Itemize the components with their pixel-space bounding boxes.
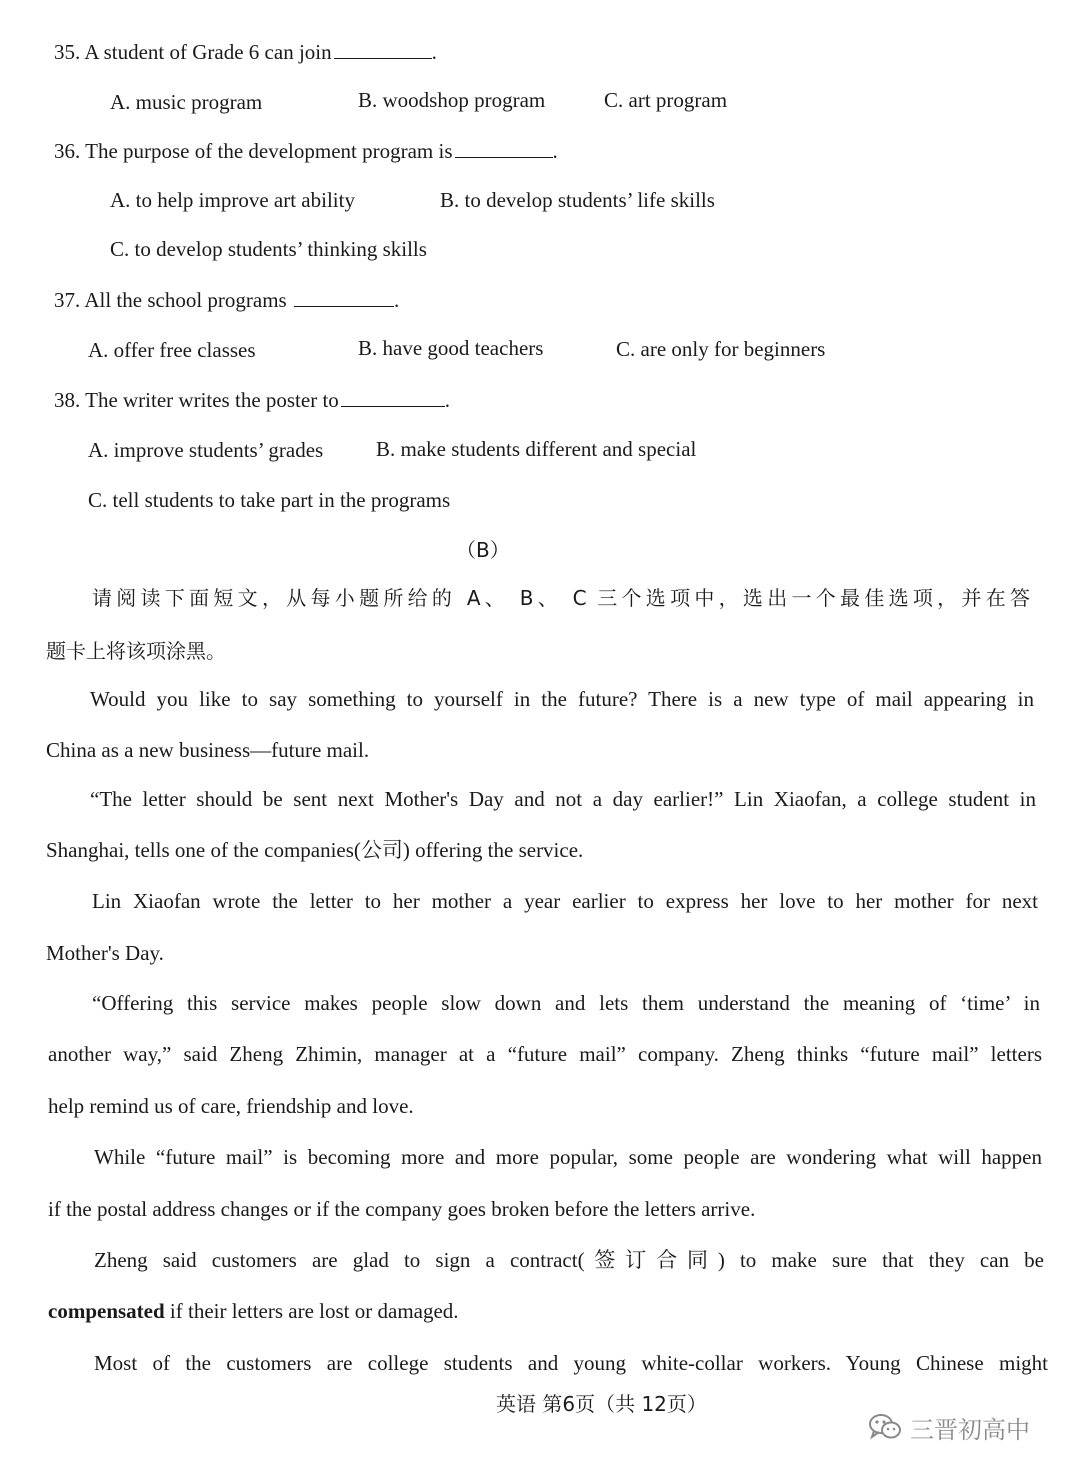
section-instruction: 请阅读下面短文，从每小题所给的 A、 B、 C 三个选项中，选出一个最佳选项，并在答 bbox=[92, 586, 1030, 610]
question-38-option-a: A. improve students’ grades bbox=[88, 438, 324, 462]
passage-line: compensated if their letters are lost or damaged. bbox=[48, 1299, 459, 1323]
question-37-stem: 37. All the school programs . bbox=[54, 288, 400, 312]
passage-line: Most of the customers are college students and young white-collar workers. Young Chinese might bbox=[94, 1351, 1048, 1375]
watermark-text: 三晋初高中 bbox=[910, 1415, 1030, 1444]
question-37-option-c: C. are only for beginners bbox=[616, 337, 826, 361]
answer-blank bbox=[455, 139, 553, 158]
section-heading: （B） bbox=[456, 538, 510, 562]
question-35-option-b: B. woodshop program bbox=[358, 88, 546, 112]
question-36-option-c: C. to develop students’ thinking skills bbox=[110, 237, 427, 261]
question-37-option-b: B. have good teachers bbox=[358, 336, 544, 360]
question-37-option-a: A. offer free classes bbox=[88, 338, 256, 362]
passage-line: Shanghai, tells one of the companies(公司) offering the service. bbox=[46, 838, 584, 862]
passage-line: Would you like to say something to yourself in the future? There is a new type of mail appearing in bbox=[90, 687, 1034, 711]
question-38-option-b: B. make students different and special bbox=[376, 437, 697, 461]
section-instruction-cont: 题卡上将该项涂黑。 bbox=[46, 639, 226, 663]
passage-line: help remind us of care, friendship and love. bbox=[48, 1094, 414, 1118]
passage-line: if the postal address changes or if the company goes broken before the letters arrive. bbox=[48, 1197, 756, 1221]
question-36-option-b: B. to develop students’ life skills bbox=[440, 188, 715, 212]
bold-vocabulary-word: compensated bbox=[48, 1299, 165, 1323]
answer-blank bbox=[341, 388, 445, 407]
passage-line: China as a new business—future mail. bbox=[46, 738, 370, 762]
passage-line: Mother's Day. bbox=[46, 941, 164, 965]
answer-blank bbox=[334, 40, 432, 59]
question-36-option-a: A. to help improve art ability bbox=[110, 188, 355, 212]
passage-line: “Offering this service makes people slow down and lets them understand the meaning of ‘time’ in bbox=[92, 991, 1040, 1015]
question-38-stem: 38. The writer writes the poster to . bbox=[54, 388, 451, 412]
passage-line: Zheng said customers are glad to sign a contract(签订合同) to make sure that they can be bbox=[94, 1248, 1044, 1272]
passage-line: “The letter should be sent next Mother's Day and not a day earlier!” Lin Xiaofan, a college student in bbox=[90, 787, 1036, 811]
question-35-option-a: A. music program bbox=[110, 90, 263, 114]
question-35-option-c: C. art program bbox=[604, 88, 728, 112]
question-38-option-c: C. tell students to take part in the programs bbox=[88, 488, 451, 512]
passage-line: another way,” said Zheng Zhimin, manager at a “future mail” company. Zheng thinks “future mail” letters bbox=[48, 1042, 1042, 1066]
passage-line: While “future mail” is becoming more and more popular, some people are wondering what will happen bbox=[94, 1145, 1042, 1169]
passage-line: Lin Xiaofan wrote the letter to her mother a year earlier to express her love to her mother for next bbox=[92, 889, 1038, 913]
wechat-icon bbox=[868, 1412, 902, 1442]
question-35-stem: 35. A student of Grade 6 can join . bbox=[54, 40, 437, 64]
page-footer: 英语 第6页（共 12页） bbox=[496, 1392, 707, 1416]
answer-blank bbox=[294, 288, 394, 307]
watermark bbox=[868, 1410, 1030, 1444]
question-36-stem: 36. The purpose of the development program is . bbox=[54, 139, 558, 163]
